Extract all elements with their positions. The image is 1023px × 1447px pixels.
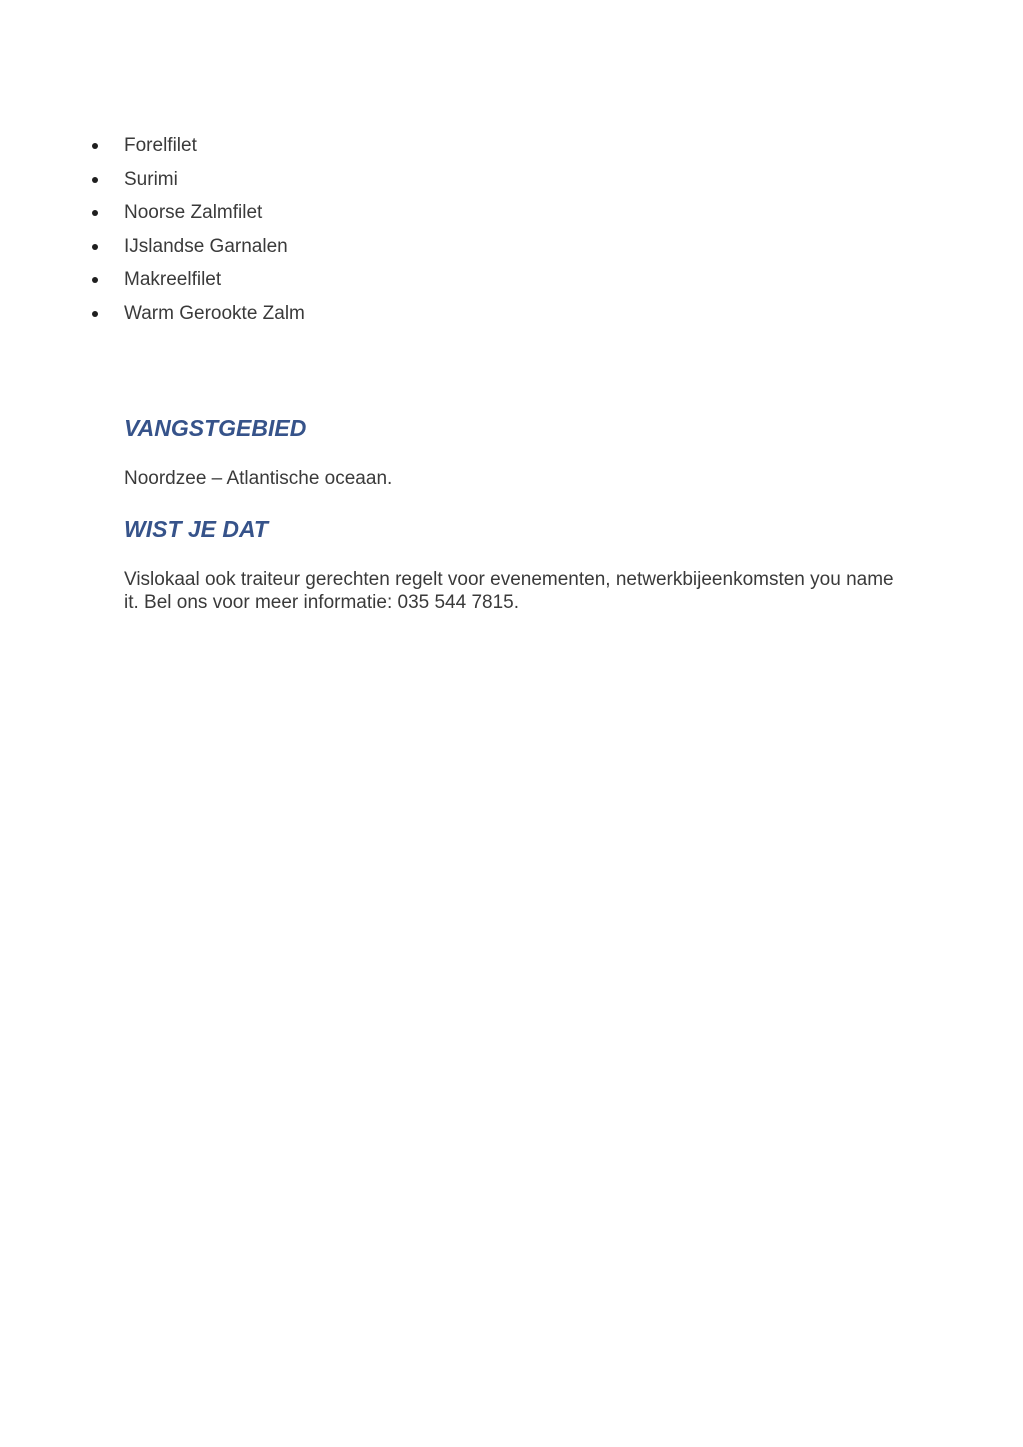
bullet-icon <box>92 311 98 317</box>
list-item <box>0 268 900 302</box>
list-item <box>0 235 900 269</box>
product-list <box>0 134 900 335</box>
list-item-label: Makreelfilet <box>124 269 222 290</box>
catch-area-heading: VANGSTGEBIED <box>124 415 307 441</box>
catch-area-text: Noordzee – Atlantische oceaan. <box>124 468 393 489</box>
list-item-label: Forelfilet <box>124 135 197 156</box>
list-item <box>0 201 900 235</box>
bullet-icon <box>92 177 98 183</box>
bullet-icon <box>92 277 98 283</box>
list-item-label: Warm Gerookte Zalm <box>124 302 305 324</box>
bullet-icon <box>92 143 98 149</box>
did-you-know-text: Vislokaal ook traiteur gerechten regelt voor evenementen, netwerkbijeenkomsten you name it. Bel ons voor meer informatie: 035 544 7815. <box>124 569 894 613</box>
list-item <box>0 134 900 168</box>
did-you-know-heading: WIST JE DAT <box>124 516 268 542</box>
list-item-label: Surimi <box>124 168 178 190</box>
list-item <box>0 168 900 202</box>
list-item-label: Noorse Zalmfilet <box>124 202 263 223</box>
bullet-icon <box>92 210 98 216</box>
list-item-label: IJslandse Garnalen <box>124 235 288 257</box>
bullet-icon <box>92 244 98 250</box>
list-item <box>0 302 900 336</box>
